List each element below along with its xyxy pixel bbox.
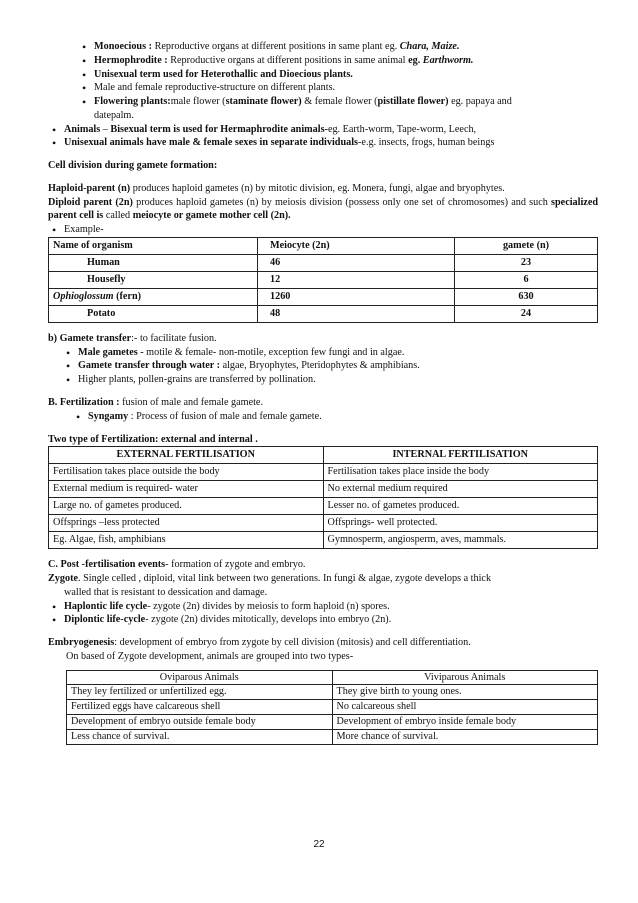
post-fertilisation-heading: C. Post -fertilisation events- formation of zygote and embryo. [48, 559, 306, 571]
table-cell: Large no. of gametes produced. [49, 498, 324, 515]
syngamy-list [48, 410, 598, 424]
table-cell: Human [49, 254, 258, 271]
table-cell: They give birth to young ones. [332, 685, 598, 700]
table-row [67, 714, 598, 729]
table-cell: No external medium required [323, 481, 598, 498]
list-item: • Male gametes - motile & female- non-motile, exception few fungi and in algae. [48, 346, 598, 360]
gamete-transfer-heading: b) Gamete transfer:- to facilitate fusion. [48, 332, 217, 344]
embryogenesis-continuation: On based of Zygote development, animals are grouped into two types- [66, 650, 354, 662]
table-header: Name of organism [49, 237, 258, 254]
embryogenesis-paragraph: Embryogenesis: development of embryo from zygote by cell division (mitosis) and cell differentiation. [48, 637, 471, 649]
table-cell: Fertilized eggs have calcareous shell [67, 700, 333, 715]
table-header-row [49, 447, 598, 464]
fert-types-heading: Two type of Fertilization: external and internal . [48, 433, 258, 445]
table-row [49, 515, 598, 532]
zygote-continuation: walled that is resistant to dessication and damage. [64, 586, 268, 598]
document-page [48, 40, 598, 745]
table-cell: External medium is required- water [49, 481, 324, 498]
table-header: Meiocyte (2n) [258, 237, 455, 254]
table-cell: 6 [455, 271, 598, 288]
haploid-paragraph: Haploid-parent (n) produces haploid gametes (n) by mitotic division, eg. Monera, fungi, algae and bryophytes. [48, 182, 505, 194]
animal-bullet-list [48, 123, 598, 151]
table-row [67, 729, 598, 744]
table-cell: Lesser no. of gametes produced. [323, 498, 598, 515]
table-row [67, 685, 598, 700]
table-header: EXTERNAL FERTILISATION [49, 447, 324, 464]
table-header: Viviparous Animals [332, 670, 598, 685]
list-item: • Diplontic life-cycle- zygote (2n) divides mitotically, develops into embryo (2n). [48, 613, 598, 627]
list-item: • Haplontic life cycle- zygote (2n) divides by meiosis to form haploid (n) spores. [48, 600, 598, 614]
table-cell: Fertilisation takes place inside the body [323, 464, 598, 481]
table-row [49, 498, 598, 515]
table-cell: Ophioglossum (fern) [49, 288, 258, 305]
table-row [49, 532, 598, 549]
table-row [49, 305, 598, 322]
table-header-row [49, 237, 598, 254]
table-cell: 630 [455, 288, 598, 305]
bullet-male-female: • Male and female reproductive-structure on different plants. [64, 81, 598, 95]
table-row [49, 271, 598, 288]
bullet-hermophrodite: • Hermophrodite : Reproductive organs at different positions in same animal eg. Earthworm. [64, 54, 598, 68]
table-cell: Development of embryo inside female body [332, 714, 598, 729]
life-cycle-list [48, 600, 598, 628]
cell-division-heading: Cell division during gamete formation: [48, 160, 218, 172]
table-cell: 24 [455, 305, 598, 322]
table-header-row [67, 670, 598, 685]
bullet-unisexual: • Unisexual term used for Heterothallic and Dioecious plants. [64, 68, 598, 82]
table-cell: More chance of survival. [332, 729, 598, 744]
table-cell: 46 [258, 254, 455, 271]
table-row [49, 254, 598, 271]
diploid-paragraph: Diploid parent (2n) produces haploid gametes (n) by meiosis division (possess only one set of chromosomes) and such specialized parent cell is called meiocyte or gamete mother cell (2n). [48, 196, 599, 222]
list-item: • Higher plants, pollen-grains are transferred by pollination. [48, 373, 598, 387]
table-cell: Gymnosperm, angiosperm, aves, mammals. [323, 532, 598, 549]
organism-table [48, 237, 598, 323]
table-row [49, 288, 598, 305]
table-cell: Offsprings- well protected. [323, 515, 598, 532]
table-header: INTERNAL FERTILISATION [323, 447, 598, 464]
list-item: • Syngamy : Process of fusion of male and female gamete. [62, 410, 598, 424]
fertilisation-table [48, 446, 598, 549]
table-cell: Fertilisation takes place outside the body [49, 464, 324, 481]
top-bullet-list [48, 40, 598, 123]
table-cell: Potato [49, 305, 258, 322]
table-cell: Housefly [49, 271, 258, 288]
table-row [49, 481, 598, 498]
table-row [49, 464, 598, 481]
table-cell: They ley fertilized or unfertilized egg. [67, 685, 333, 700]
table-cell: No calcareous shell [332, 700, 598, 715]
animal-table [66, 670, 598, 745]
example-label: • Example- [48, 223, 598, 237]
table-cell: Development of embryo outside female body [67, 714, 333, 729]
table-cell: 48 [258, 305, 455, 322]
table-header: Oviparous Animals [67, 670, 333, 685]
page-number: 22 [313, 839, 325, 850]
table-row [67, 700, 598, 715]
bullet-animals-bisexual: • Animals – Bisexual term is used for Hermaphrodite animals-eg. Earth-worm, Tape-worm, Leech, [48, 123, 598, 137]
bullet-animals-unisexual: • Unisexual animals have male & female sexes in separate individuals-e.g. insects, frogs, human beings [48, 136, 598, 150]
bullet-flowering: • Flowering plants:male flower (staminate flower) & female flower (pistillate flower) eg. papaya and datepalm. [64, 95, 598, 123]
table-cell: 1260 [258, 288, 455, 305]
fertilization-heading: B. Fertilization : fusion of male and female gamete. [48, 397, 263, 409]
list-item: • Gamete transfer through water : algae, Bryophytes, Pteridophytes & amphibians. [48, 359, 598, 373]
table-cell: Eg. Algae, fish, amphibians [49, 532, 324, 549]
zygote-paragraph: Zygote. Single celled , diploid, vital link between two generations. In fungi & algae, zygote develops a thick [48, 573, 492, 585]
table-cell: Offsprings –less protected [49, 515, 324, 532]
table-cell: Less chance of survival. [67, 729, 333, 744]
gamete-transfer-list [48, 346, 598, 387]
table-header: gamete (n) [455, 237, 598, 254]
bullet-monoecious: • Monoecious : Reproductive organs at different positions in same plant eg. Chara, Maize. [64, 40, 598, 54]
table-cell: 12 [258, 271, 455, 288]
table-cell: 23 [455, 254, 598, 271]
